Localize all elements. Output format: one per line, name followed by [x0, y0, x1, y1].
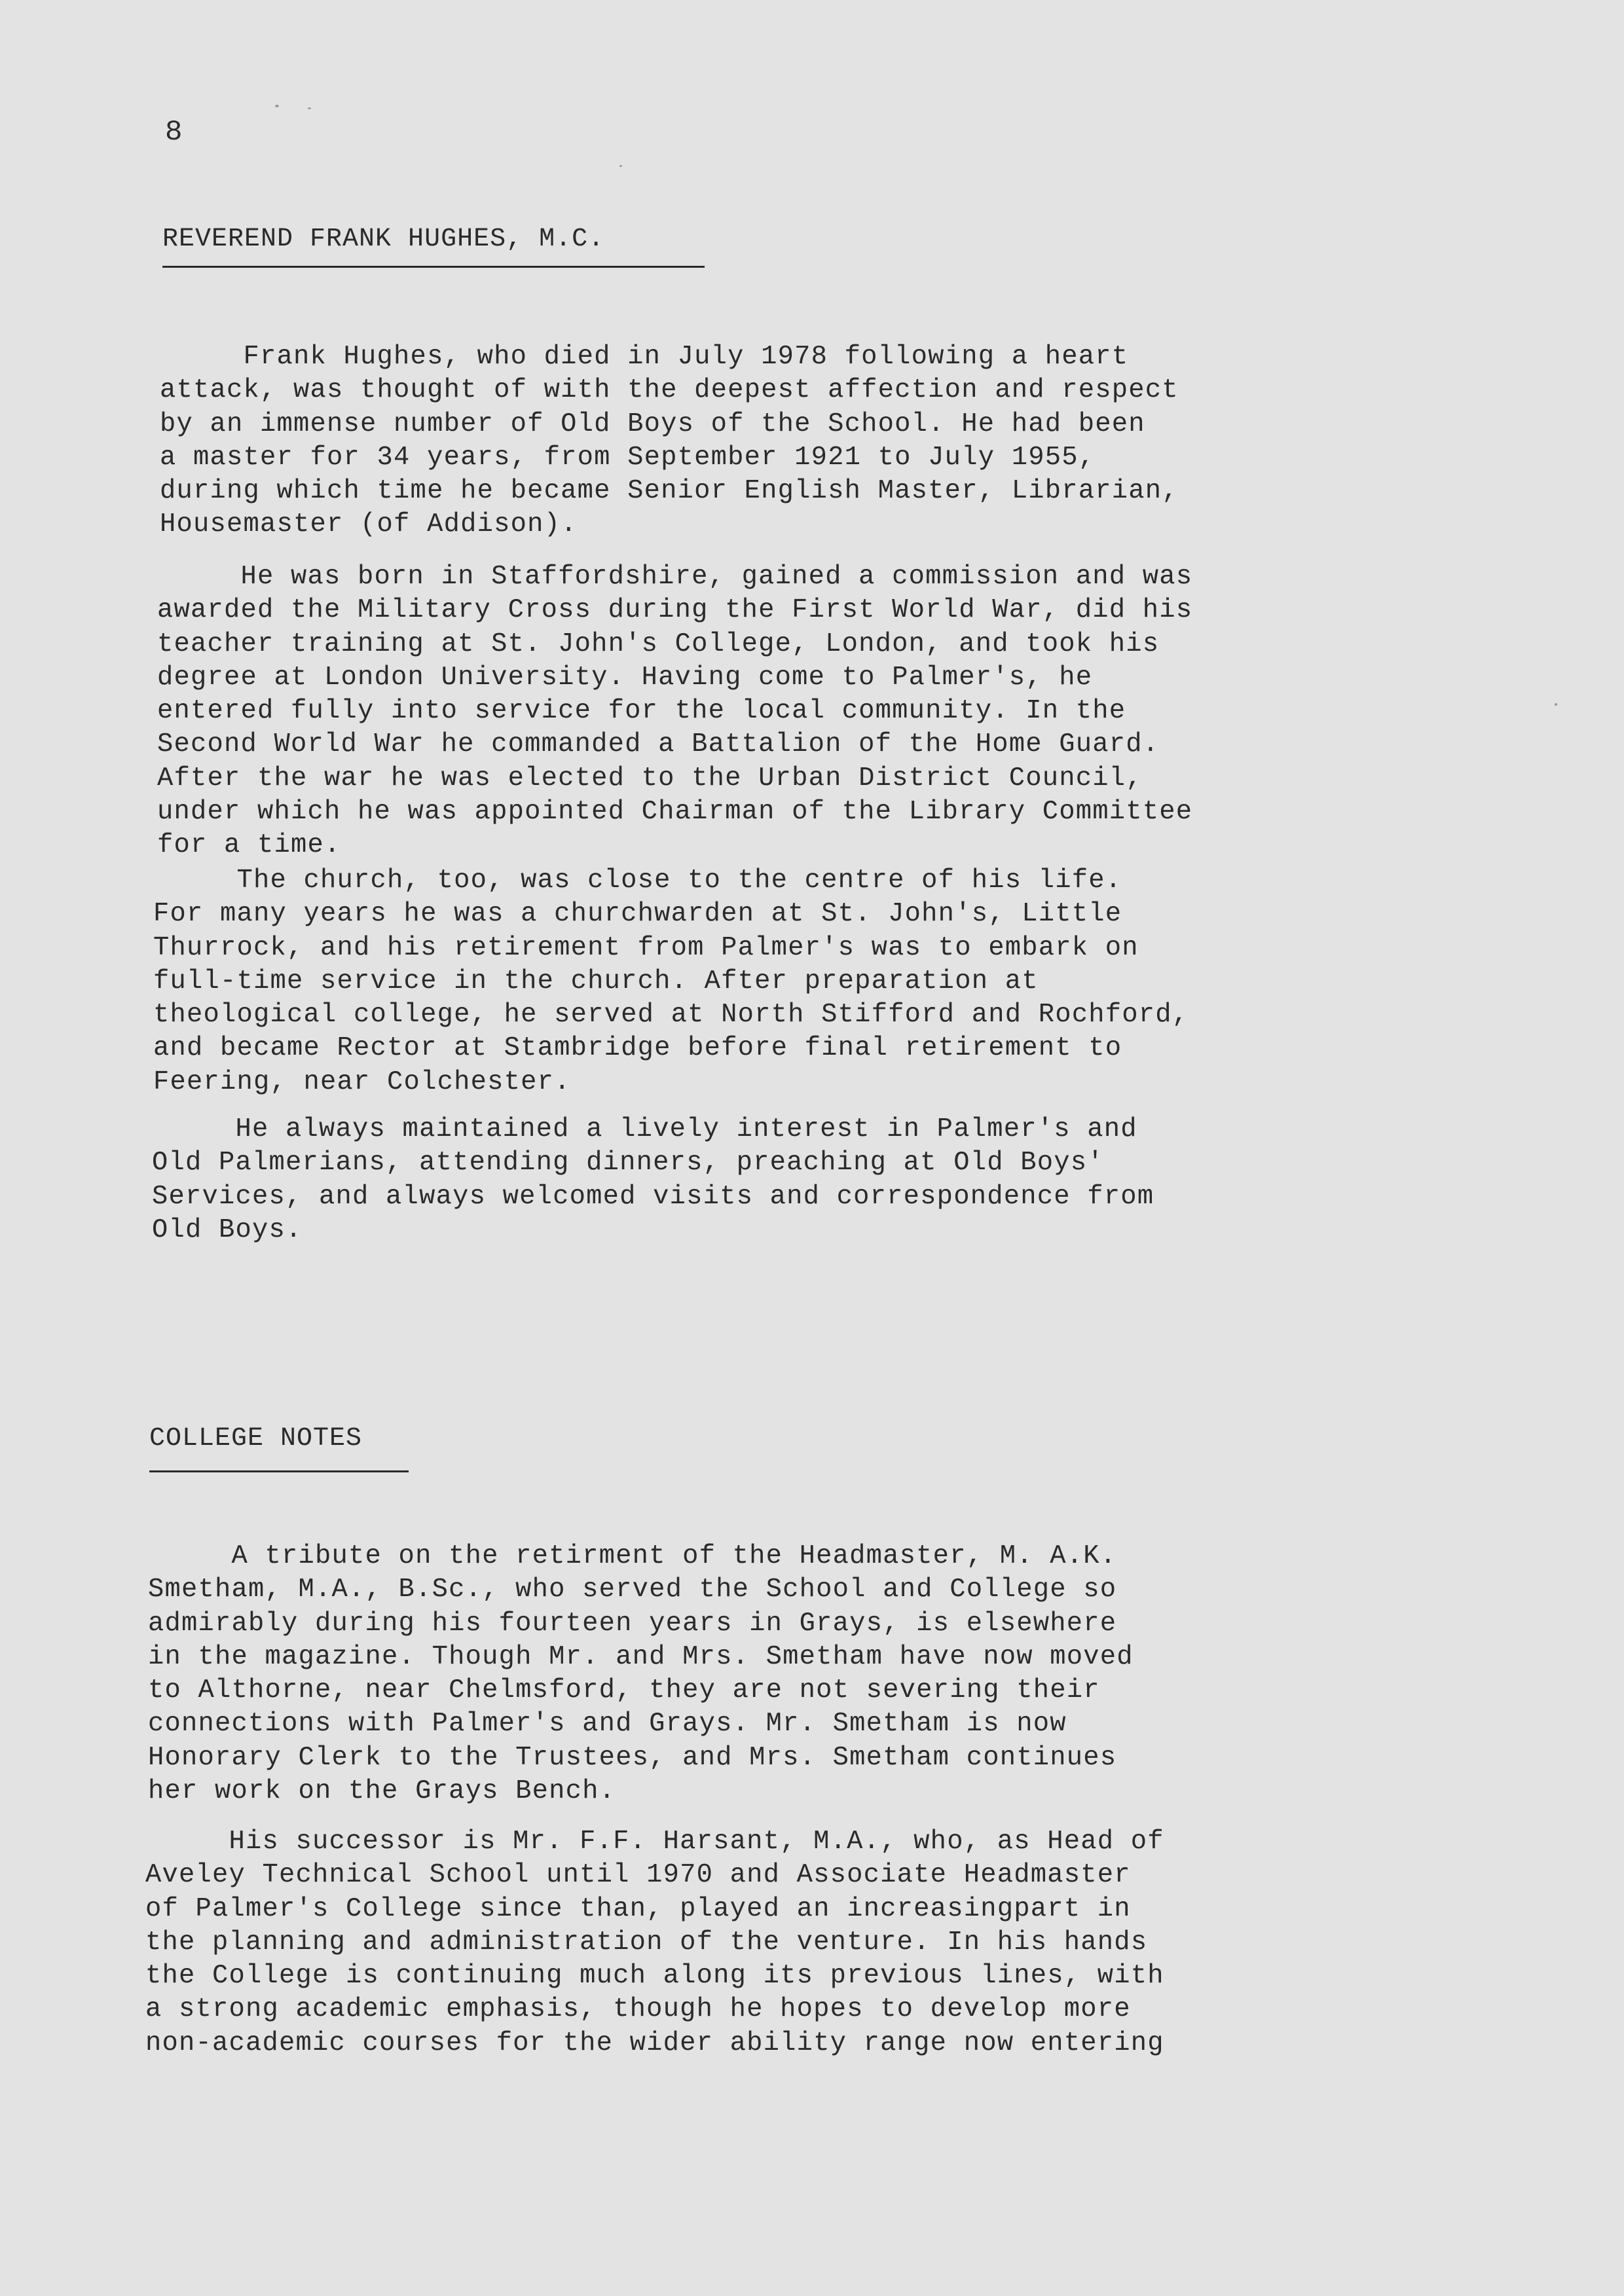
scan-speck	[275, 105, 279, 107]
scan-speck	[619, 165, 622, 167]
title-underline	[162, 266, 705, 268]
article2-paragraph-1: A tribute on the retirment of the Headmaster, M. A.K. Smetham, M.A., B.Sc., who served the School and College so admirably during his fourteen years in Grays, is elsewhere in the magazine. Though Mr. and Mrs. Smetham have now moved to Althorne, near Chelmsford, they are not severing their connections with Palmer's and Grays. Mr. Smetham is now Honorary Clerk to the Trustees, and Mrs. Smetham continues her work on the Grays Bench.	[148, 1541, 1134, 1807]
title-underline	[149, 1470, 409, 1472]
page-number: 8	[165, 116, 183, 149]
article1-paragraph-4: He always maintained a lively interest in Palmer's and Old Palmerians, attending dinners, preaching at Old Boys' Services, and always welcomed visits and correspondence from Old Boys.	[152, 1114, 1154, 1245]
article-title-frank-hughes: REVEREND FRANK HUGHES, M.C.	[162, 225, 605, 254]
scan-speck	[308, 107, 311, 109]
article2-paragraph-2: His successor is Mr. F.F. Harsant, M.A., who, as Head of Aveley Technical School until 1970 and Associate Headmaster of Palmer's College since than, played an increasingpart in the planning and administration of the venture. In his hands the College is continuing much along its previous lines, with a strong academic emphasis, though he hopes to develop more non-academic courses for the wider ability range now entering	[145, 1827, 1164, 2058]
article1-paragraph-1: Frank Hughes, who died in July 1978 following a heart attack, was thought of with the deepest affection and respect by an immense number of Old Boys of the School. He had been a master for 34 years, from September 1921 to July 1955, during which time he became Senior English Master, Librarian, Housemaster (of Addison).	[160, 342, 1179, 540]
article-title-college-notes: COLLEGE NOTES	[149, 1424, 363, 1453]
article1-paragraph-2: He was born in Staffordshire, gained a commission and was awarded the Military Cross during the First World War, did his teacher training at St. John's College, London, and took his degree at London University. Having come to Palmer's, he entered fully into service for the local community. In the Second World War he commanded a Battalion of the Home Guard. After the war he was elected to the Urban District Council, under which he was appointed Chairman of the Library Committee for a time.	[157, 562, 1193, 861]
scan-speck	[1555, 703, 1557, 706]
article1-paragraph-3: The church, too, was close to the centre of his life. For many years he was a churchwarden at St. John's, Little Thurrock, and his retirement from Palmer's was to embark on full-time service in the church. After preparation at theological college, he served at North Stifford and Rochford, and became Rector at Stambridge before final retirement to Feering, near Colchester.	[153, 866, 1189, 1097]
